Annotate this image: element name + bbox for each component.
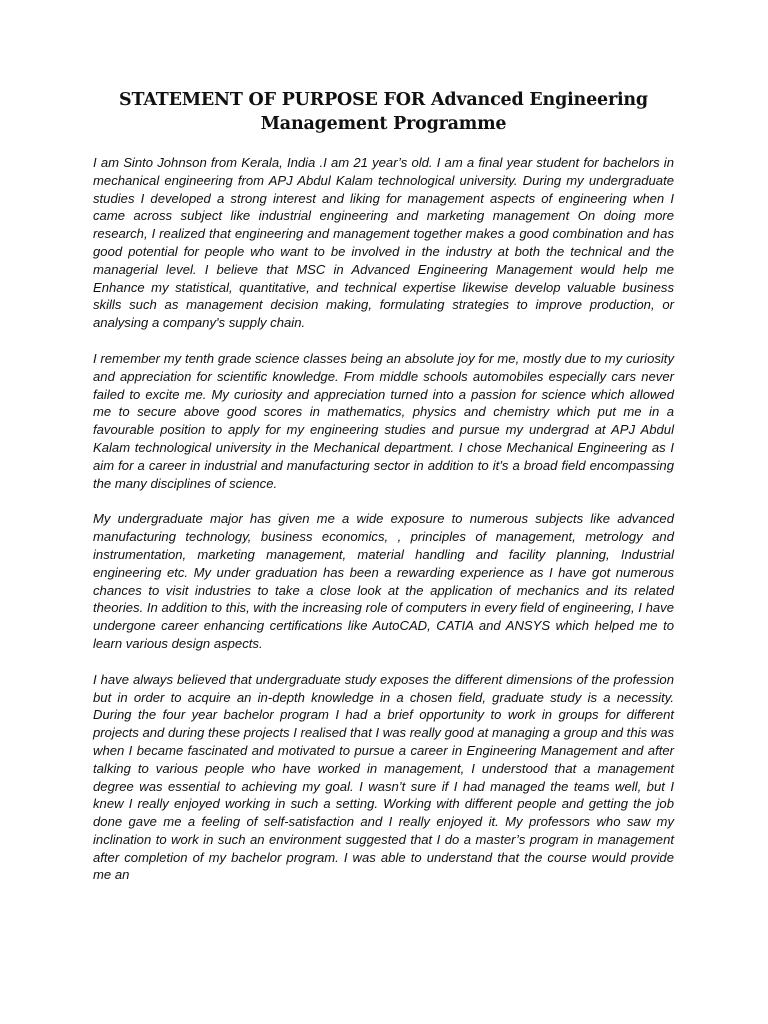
document-title [93,88,674,136]
paragraph-science-interest: I remember my tenth grade science classes being an absolute joy for me, mostly due to my curiosity and appreciation for scientific knowledge. From middle schools automobiles especially cars never failed to excite me. My curiosity and appreciation turned into a passion for science which allowed me to secure above good scores in mathematics, physics and chemistry which put me in a favourable position to apply for my engineering studies and pursue my undergrad at APJ Abdul Kalam technological university in the Mechanical department. I chose Mechanical Engineering as I aim for a career in industrial and manufacturing sector in addition to it’s a broad field encompassing the many disciplines of science. [93,350,674,491]
paragraph-intro: I am Sinto Johnson from Kerala, India .I am 21 year’s old. I am a final year student for bachelors in mechanical engineering from APJ Abdul Kalam technological university. During my undergraduate studies I developed a strong interest and liking for management aspects of engineering when I came across subject like industrial engineering and marketing management On doing more research, I realized that engineering and management together makes a good combination and has good potential for people who want to be involved in the industry at both the technical and the managerial level. I believe that MSC in Advanced Engineering Management would help me Enhance my statistical, quantitative, and technical expertise likewise develop valuable business skills such as management decision making, formulating strategies to improve production, or analysing a company's supply chain. [93,155,674,331]
paragraph-undergraduate-major: My undergraduate major has given me a wide exposure to numerous subjects like advanced manufacturing technology, business economics, , principles of management, metrology and instrumentation, marketing management, material handling and facility planning, Industrial engineering etc. My under graduation has been a rewarding experience as I have got numerous chances to visit industries to take a close look at the application of mechanics and its related theories. In addition to this, with the increasing role of computers in every field of engineering, I have undergone career enhancing certifications like AutoCAD, CATIA and ANSYS which helped me to learn various design aspects. [93,511,674,651]
title-line-2: Management Programme [260,114,507,134]
paragraph-graduate-motivation: I have always believed that undergraduate study exposes the different dimensions of the profession but in order to acquire an in-depth knowledge in a chosen field, graduate study is a necessity. During the four year bachelor program I had a brief opportunity to work in groups for different projects and during these projects I realised that I was really good at managing a group and this was when I became fascinated and motivated to pursue a career in Engineering Management and after talking to various people who have worked in management, I understood that a management degree was essential to achieving my goal. I wasn’t sure if I had managed the teams well, but I knew I really enjoyed working in such a setting. Working with different people and getting the job done gave me a feeling of self-satisfaction and I really enjoyed it. My professors who saw my inclination to work in such an environment suggested that I do a master’s program in management after completion of my bachelor program. I was able to understand that the course would provide me an [93,671,674,883]
title-line-1: STATEMENT OF PURPOSE FOR Advanced Engineering [119,90,648,110]
